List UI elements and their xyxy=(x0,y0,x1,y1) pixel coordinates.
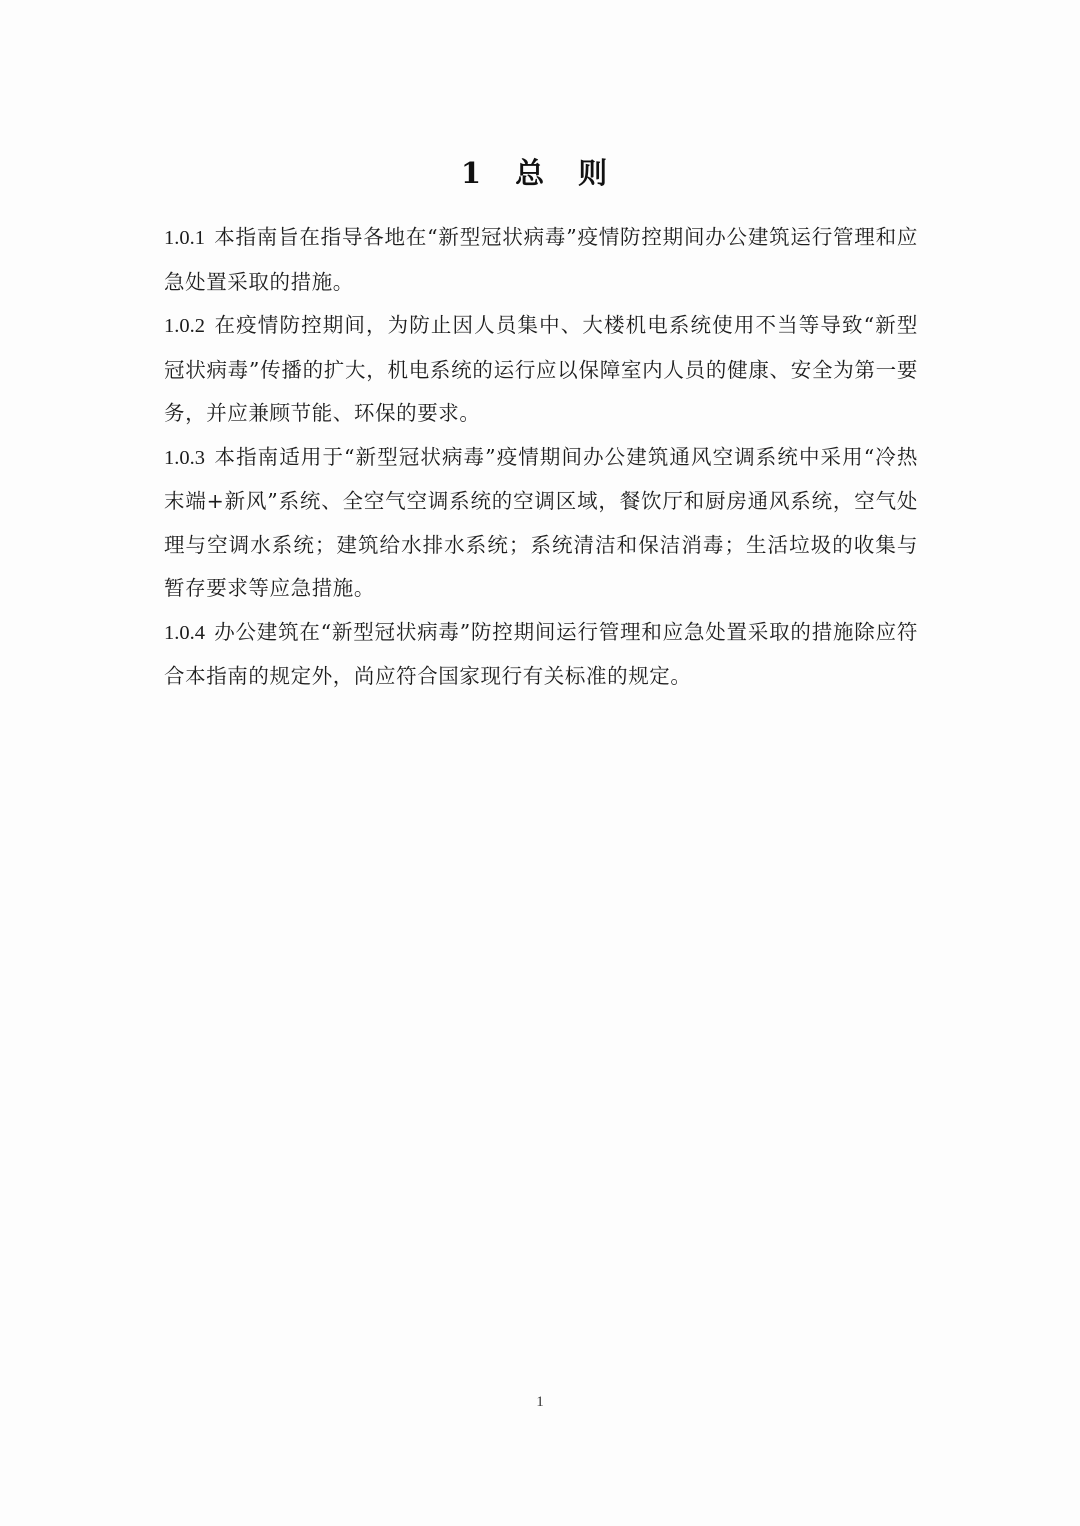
chapter-title: 1 总 则 xyxy=(460,156,620,190)
clause-text: 本指南旨在指导各地在“新型冠状病毒”疫情防控期间办公建筑运行管理和应急处置采取的措施。 xyxy=(164,225,918,294)
clause-text: 本指南适用于“新型冠状病毒”疫情期间办公建筑通风空调系统中采用“冷热末端+新风”系统、全空气空调系统的空调区域，餐饮厅和厨房通风系统，空气处理与空调水系统；建筑给水排水系统；系统清洁和保洁消毒；生活垃圾的收集与暂存要求等应急措施。 xyxy=(164,444,918,600)
clause-text: 在疫情防控期间，为防止因人员集中、大楼机电系统使用不当等导致“新型冠状病毒”传播的扩大，机电系统的运行应以保障室内人员的健康、安全为第一要务，并应兼顾节能、环保的要求。 xyxy=(164,313,918,425)
clause-text: 办公建筑在“新型冠状病毒”防控期间运行管理和应急处置采取的措施除应符合本指南的规定外，尚应符合国家现行有关标准的规定。 xyxy=(164,619,918,688)
page-number: 1 xyxy=(536,1394,544,1410)
clause-number: 1.0.2 xyxy=(164,315,205,337)
clause-1-0-3 xyxy=(164,436,918,611)
clause-number: 1.0.1 xyxy=(164,227,205,249)
clause-1-0-2 xyxy=(164,304,918,436)
clauses-section xyxy=(164,216,918,699)
clause-number: 1.0.4 xyxy=(164,621,205,644)
clause-1-0-4 xyxy=(164,611,918,699)
clause-number: 1.0.3 xyxy=(164,446,205,469)
clause-1-0-1 xyxy=(164,216,918,304)
